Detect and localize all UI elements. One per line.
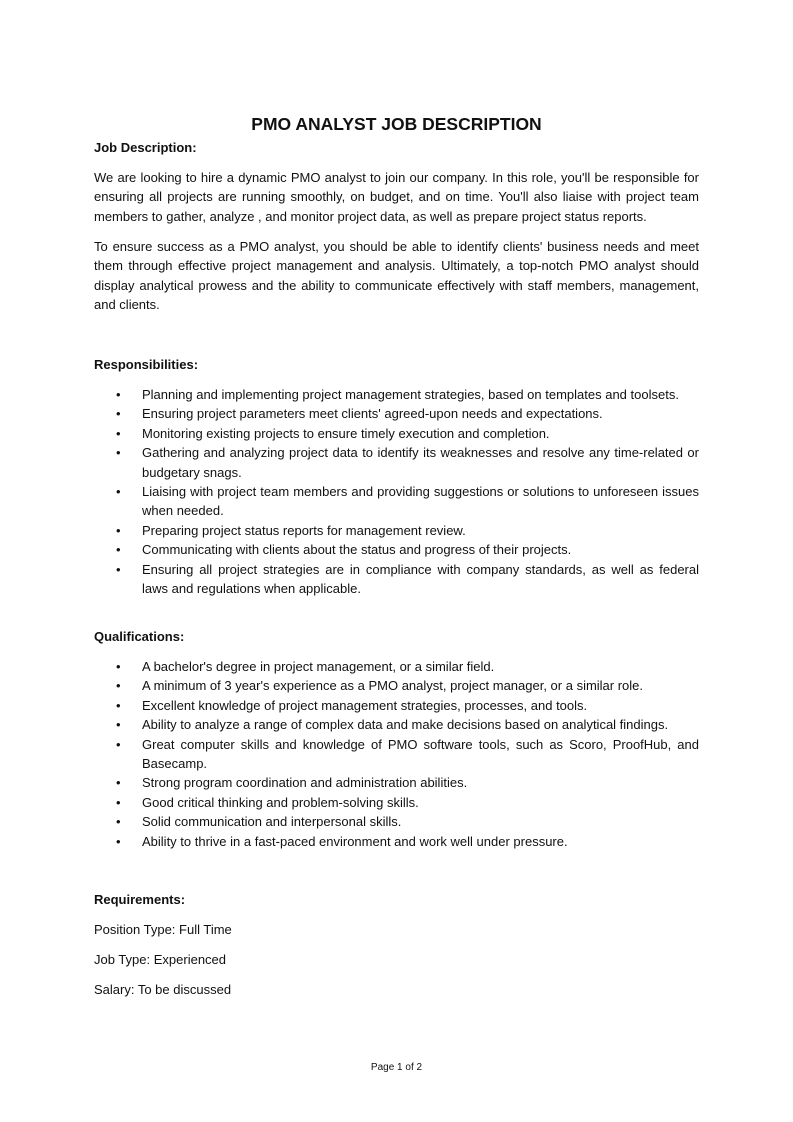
list-item bbox=[94, 657, 699, 676]
list-item-text: Great computer skills and knowledge of PMO software tools, such as Scoro, ProofHub, and Basecamp. bbox=[142, 736, 699, 772]
job-description-paragraph-2: To ensure success as a PMO analyst, you should be able to identify clients' business needs and meet them through effective project management and analysis. Ultimately, a top-notch PMO analyst should display analytical prowess and the ability to communicate effectively with staff members, management, and clients. bbox=[94, 239, 699, 313]
job-description-heading: Job Description: bbox=[94, 140, 197, 155]
list-item bbox=[94, 540, 699, 559]
list-item-text: Good critical thinking and problem-solving skills. bbox=[142, 794, 419, 810]
requirements-heading: Requirements: bbox=[94, 892, 186, 907]
bullet-icon: • bbox=[116, 717, 121, 733]
list-item-text: Gathering and analyzing project data to identify its weaknesses and resolve any time-related or budgetary snags. bbox=[142, 445, 699, 480]
list-item-text: Monitoring existing projects to ensure timely execution and completion. bbox=[142, 425, 550, 441]
responsibilities-list bbox=[94, 385, 699, 598]
list-item bbox=[94, 676, 699, 695]
list-item bbox=[94, 443, 699, 482]
list-item bbox=[94, 715, 699, 734]
bullet-icon: • bbox=[116, 736, 121, 752]
bullet-icon: • bbox=[116, 659, 121, 674]
bullet-icon: • bbox=[116, 561, 121, 577]
position-type-line: Position Type: Full Time bbox=[94, 922, 232, 937]
list-item bbox=[94, 832, 699, 851]
bullet-icon: • bbox=[116, 814, 121, 830]
list-item bbox=[94, 812, 699, 831]
list-item-text: Strong program coordination and administration abilities. bbox=[142, 775, 468, 791]
list-item-text: Liaising with project team members and providing suggestions or solutions to unforeseen issues when needed. bbox=[142, 484, 699, 519]
bullet-icon: • bbox=[116, 387, 121, 402]
list-item bbox=[94, 696, 699, 715]
bullet-icon: • bbox=[116, 445, 121, 461]
list-item-text: Ensuring project parameters meet clients' agreed-upon needs and expectations. bbox=[142, 406, 603, 422]
list-item-text: Excellent knowledge of project management strategies, processes, and tools. bbox=[142, 697, 588, 713]
list-item-text: Ability to thrive in a fast-paced environment and work well under pressure. bbox=[142, 833, 568, 849]
list-item bbox=[94, 773, 699, 792]
salary-line: Salary: To be discussed bbox=[94, 982, 232, 997]
bullet-icon: • bbox=[116, 794, 121, 810]
list-item bbox=[94, 521, 699, 540]
list-item bbox=[94, 385, 699, 404]
list-item bbox=[94, 424, 699, 443]
page-title: PMO ANALYST JOB DESCRIPTION bbox=[251, 114, 542, 134]
list-item bbox=[94, 793, 699, 812]
list-item-text: Communicating with clients about the status and progress of their projects. bbox=[142, 542, 572, 558]
job-type-line: Job Type: Experienced bbox=[94, 952, 227, 967]
list-item bbox=[94, 560, 699, 599]
bullet-icon: • bbox=[116, 406, 121, 422]
list-item-text: Solid communication and interpersonal skills. bbox=[142, 814, 402, 830]
bullet-icon: • bbox=[116, 542, 121, 558]
list-item-text: Ensuring all project strategies are in compliance with company standards, as well as federal laws and regulations when applicable. bbox=[142, 561, 699, 597]
list-item-text: A bachelor's degree in project management, or a similar field. bbox=[142, 659, 495, 674]
qualifications-list bbox=[94, 657, 699, 851]
list-item-text: Planning and implementing project management strategies, based on templates and toolsets. bbox=[142, 387, 679, 402]
qualifications-heading: Qualifications: bbox=[94, 629, 185, 644]
bullet-icon: • bbox=[116, 833, 121, 849]
bullet-icon: • bbox=[116, 522, 121, 538]
bullet-icon: • bbox=[116, 425, 121, 441]
list-item bbox=[94, 482, 699, 521]
page-number: Page 1 of 2 bbox=[370, 1062, 423, 1073]
bullet-icon: • bbox=[116, 697, 121, 713]
job-description-paragraph-1: We are looking to hire a dynamic PMO analyst to join our company. In this role, you'll be responsible for ensuring all projects are running smoothly, on budget, and on time. You'll also liaise with project team members to gather, analyze , and monitor project data, as well as prepare project status reports. bbox=[94, 170, 699, 224]
list-item-text: A minimum of 3 year's experience as a PMO analyst, project manager, or a similar role. bbox=[142, 678, 644, 694]
responsibilities-heading: Responsibilities: bbox=[94, 357, 199, 372]
list-item-text: Preparing project status reports for management review. bbox=[142, 522, 466, 538]
list-item bbox=[94, 404, 699, 423]
bullet-icon: • bbox=[116, 775, 121, 791]
list-item bbox=[94, 735, 699, 774]
bullet-icon: • bbox=[116, 484, 121, 500]
list-item-text: Ability to analyze a range of complex data and make decisions based on analytical findings. bbox=[142, 717, 669, 733]
bullet-icon: • bbox=[116, 678, 121, 694]
